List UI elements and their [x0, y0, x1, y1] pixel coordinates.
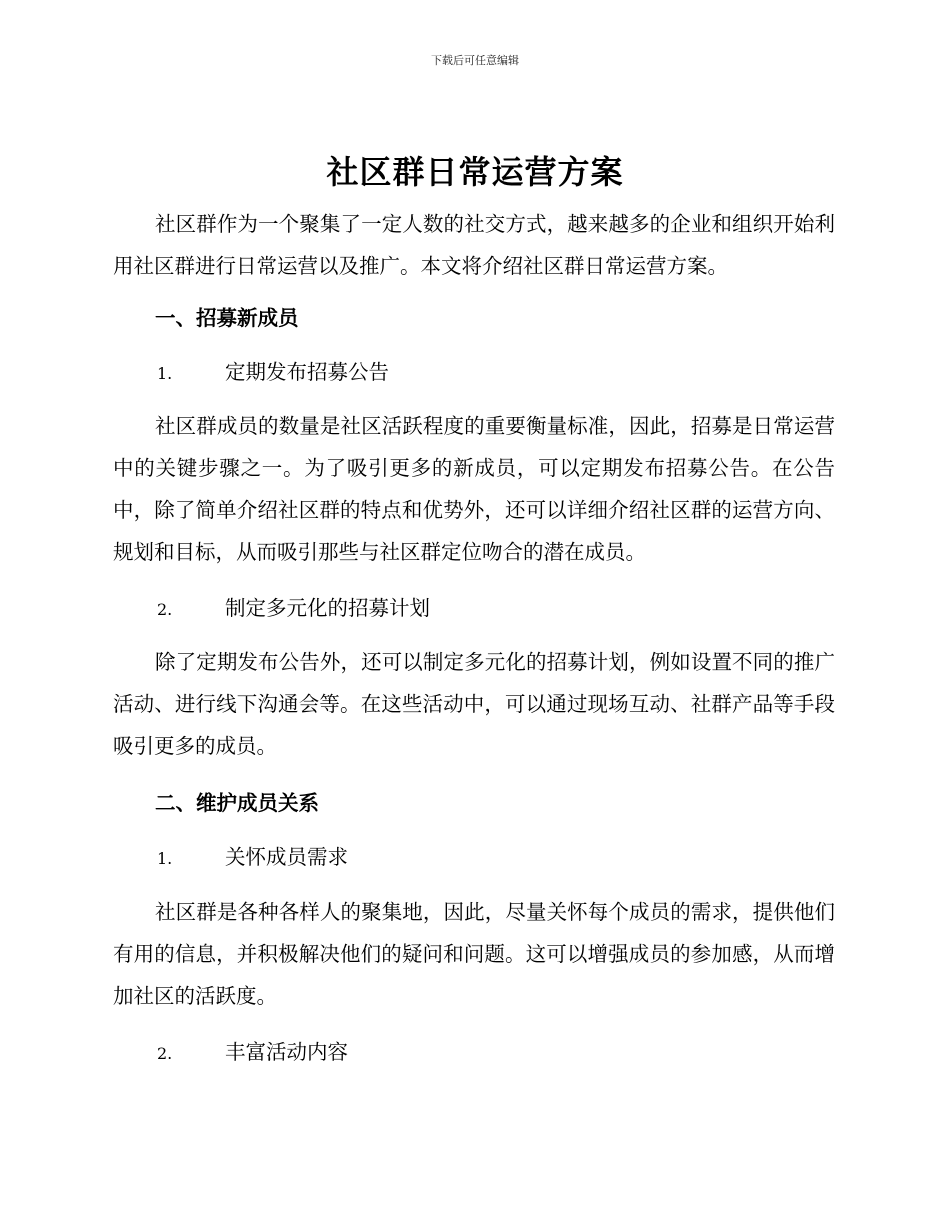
- section-heading-maintain: 二、维护成员关系: [155, 791, 319, 815]
- list-number: 2.: [157, 1044, 173, 1063]
- intro-paragraph: 社区群作为一个聚集了一定人数的社交方式，越来越多的企业和组织开始利用社区群进行日常运营以及推广。本文将介绍社区群日常运营方案。: [113, 212, 835, 278]
- list-item-maintain-2: [157, 1037, 348, 1069]
- list-item-title: 关怀成员需求: [225, 845, 348, 869]
- list-number: 1.: [157, 849, 173, 868]
- body-paragraph-maintain-1: 社区群是各种各样人的聚集地，因此，尽量关怀每个成员的需求，提供他们有用的信息，并积极解决他们的疑问和问题。这可以增强成员的参加感，从而增加社区的活跃度。: [113, 900, 835, 1008]
- list-item-recruit-2: [157, 593, 430, 625]
- list-number: 1.: [157, 364, 173, 383]
- document-title: 社区群日常运营方案: [326, 153, 624, 191]
- body-paragraph-recruit-2: 除了定期发布公告外，还可以制定多元化的招募计划，例如设置不同的推广活动、进行线下沟通会等。在这些活动中，可以通过现场互动、社群产品等手段吸引更多的成员。: [113, 650, 835, 758]
- body-paragraph-recruit-1: 社区群成员的数量是社区活跃程度的重要衡量标准，因此，招募是日常运营中的关键步骤之一。为了吸引更多的新成员，可以定期发布招募公告。在公告中，除了简单介绍社区群的特点和优势外，还可以详细介绍社区群的运营方向、规划和目标，从而吸引那些与社区群定位吻合的潜在成员。: [113, 414, 835, 564]
- list-item-title: 丰富活动内容: [225, 1040, 348, 1064]
- list-item-title: 定期发布招募公告: [225, 360, 389, 384]
- list-number: 2.: [157, 600, 173, 619]
- list-item-recruit-1: [157, 357, 389, 389]
- section-heading-recruit: 一、招募新成员: [155, 306, 299, 330]
- list-item-title: 制定多元化的招募计划: [225, 596, 430, 620]
- list-item-maintain-1: [157, 842, 348, 874]
- page-header-note: 下载后可任意编辑: [431, 54, 519, 67]
